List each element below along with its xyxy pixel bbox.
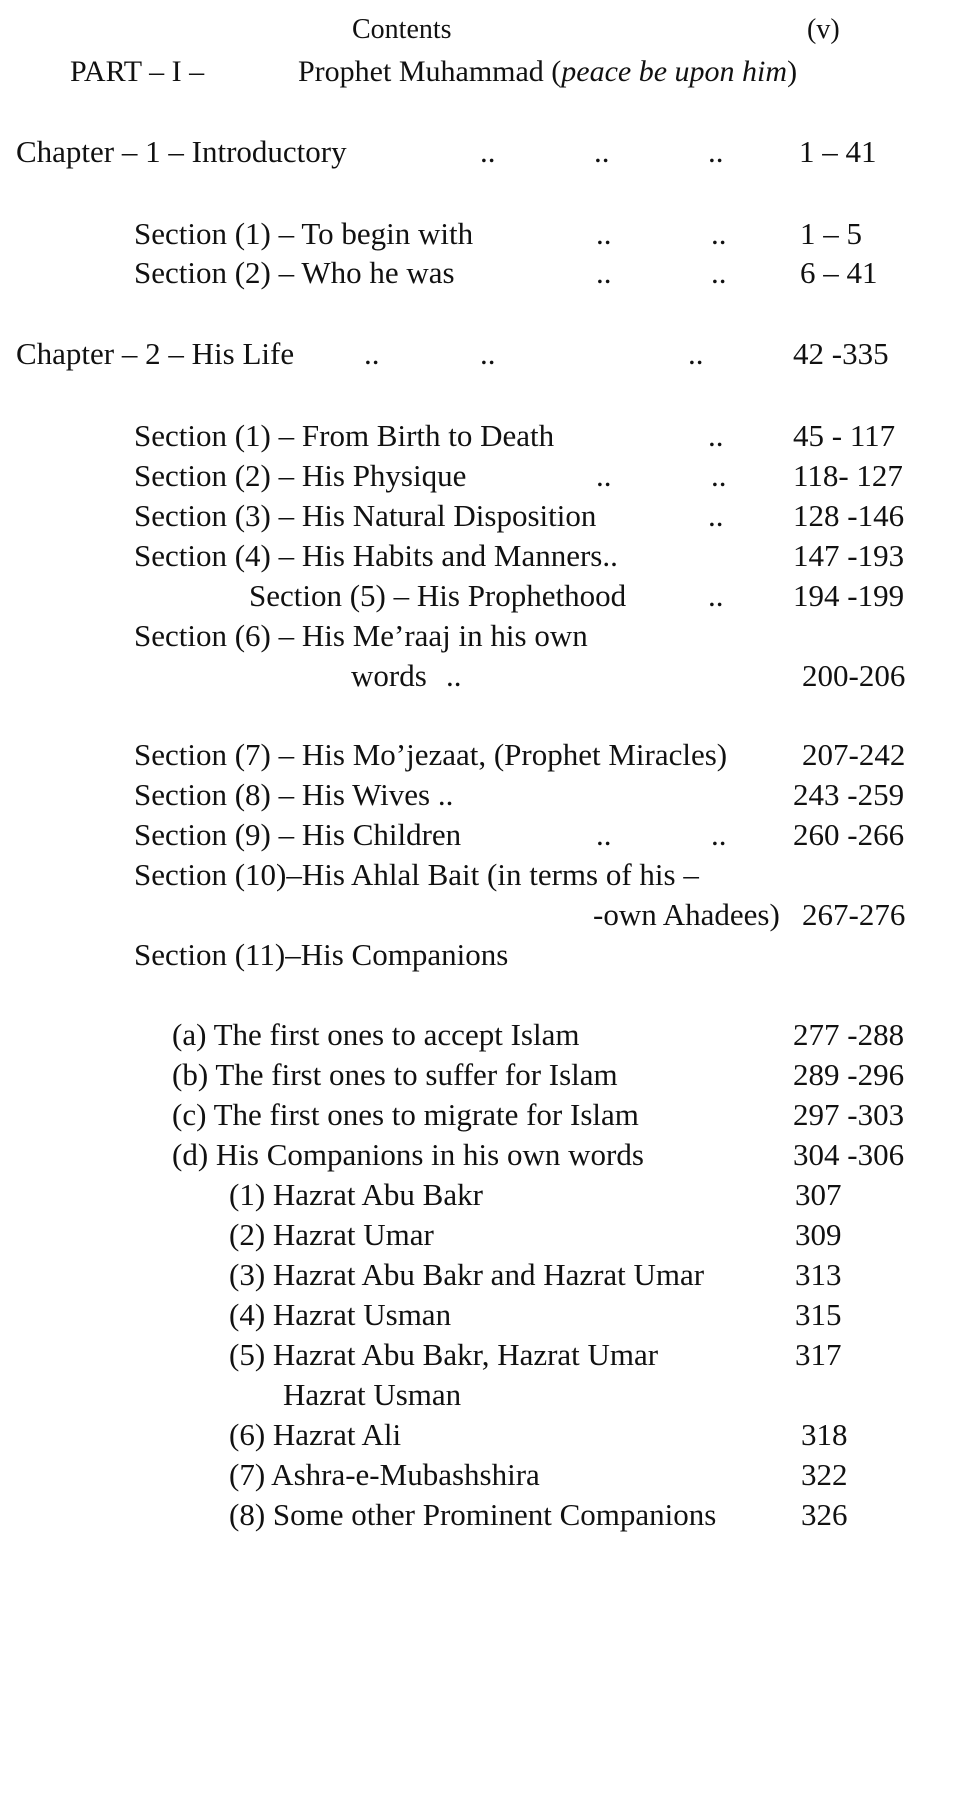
- dots: ..: [711, 216, 727, 251]
- companions-item-b-pages: 289 -296: [793, 1057, 905, 1092]
- own-words-item-2-pages: 309: [795, 1217, 842, 1252]
- own-words-item-4-title[interactable]: (4) Hazrat Usman: [229, 1297, 452, 1332]
- chapter-1-dots: ..: [594, 134, 610, 169]
- chapter-2-pages: 42 -335: [793, 336, 889, 371]
- companions-item-c-title[interactable]: (c) The first ones to migrate for Islam: [172, 1097, 639, 1132]
- own-words-item-1-title[interactable]: (1) Hazrat Abu Bakr: [229, 1177, 483, 1212]
- page-marker: (v): [807, 14, 840, 45]
- companions-item-d-title[interactable]: (d) His Companions in his own words: [172, 1137, 644, 1172]
- chapter-2-section-2-pages: 118- 127: [793, 458, 903, 493]
- chapter-2-section-1-pages: 45 - 117: [793, 418, 896, 453]
- chapter-2-section-5-pages: 194 -199: [793, 578, 905, 613]
- chapter-2-section-6-title[interactable]: Section (6) – His Me’raaj in his own: [134, 618, 588, 653]
- chapter-2-section-9-title[interactable]: Section (9) – His Children: [134, 817, 462, 852]
- part-title-italic: peace be upon him: [561, 55, 788, 88]
- dots: ..: [596, 817, 612, 852]
- chapter-2-section-10-pages: 267-276: [802, 897, 906, 932]
- own-words-item-1-pages: 307: [795, 1177, 842, 1212]
- own-words-item-6-title[interactable]: (6) Hazrat Ali: [229, 1417, 402, 1452]
- dots: ..: [708, 578, 724, 613]
- companions-item-b-title[interactable]: (b) The first ones to suffer for Islam: [172, 1057, 618, 1092]
- companions-item-a-title[interactable]: (a) The first ones to accept Islam: [172, 1017, 580, 1052]
- dots: ..: [596, 458, 612, 493]
- companions-item-c-pages: 297 -303: [793, 1097, 905, 1132]
- chapter-1-section-1-title[interactable]: Section (1) – To begin with: [134, 216, 474, 251]
- chapter-1-section-1-pages: 1 – 5: [800, 216, 862, 251]
- chapter-2-section-11-title[interactable]: Section (11)–His Companions: [134, 937, 509, 972]
- own-words-item-8-pages: 326: [801, 1497, 848, 1532]
- companions-item-a-pages: 277 -288: [793, 1017, 905, 1052]
- chapter-2-section-4-pages: 147 -193: [793, 538, 905, 573]
- chapter-2-title[interactable]: Chapter – 2 – His Life: [16, 336, 295, 371]
- own-words-item-5-pages: 317: [795, 1337, 842, 1372]
- chapter-2-dots: ..: [688, 336, 704, 371]
- chapter-2-section-3-pages: 128 -146: [793, 498, 905, 533]
- own-words-item-7-pages: 322: [801, 1457, 848, 1492]
- own-words-item-8-title[interactable]: (8) Some other Prominent Companions: [229, 1497, 717, 1532]
- chapter-2-section-6-pages: 200-206: [802, 658, 906, 693]
- chapter-2-section-10-continuation: -own Ahadees): [593, 897, 780, 932]
- own-words-item-7-title[interactable]: (7) Ashra-e-Mubashshira: [229, 1457, 540, 1492]
- own-words-item-4-pages: 315: [795, 1297, 842, 1332]
- part-title-close: ): [787, 55, 798, 88]
- chapter-2-section-9-pages: 260 -266: [793, 817, 905, 852]
- part-title-text: Prophet Muhammad (: [298, 55, 562, 88]
- chapter-2-section-6-continuation: words: [351, 658, 427, 693]
- chapter-1-pages: 1 – 41: [799, 134, 877, 169]
- chapter-2-section-10-title[interactable]: Section (10)–His Ahlal Bait (in terms of his –: [134, 857, 699, 892]
- chapter-1-dots: ..: [708, 134, 724, 169]
- chapter-2-section-7-title[interactable]: Section (7) – His Mo’jezaat, (Prophet Miracles): [134, 737, 728, 772]
- chapter-1-title[interactable]: Chapter – 1 – Introductory: [16, 134, 347, 169]
- part-title: [298, 57, 797, 87]
- dots: ..: [596, 216, 612, 251]
- chapter-2-section-8-title[interactable]: Section (8) – His Wives ..: [134, 777, 454, 812]
- own-words-item-6-pages: 318: [801, 1417, 848, 1452]
- dots: ..: [711, 255, 727, 290]
- dots: ..: [708, 418, 724, 453]
- chapter-1-section-2-title[interactable]: Section (2) – Who he was: [134, 255, 455, 290]
- chapter-2-section-5-title[interactable]: Section (5) – His Prophethood: [249, 578, 627, 613]
- chapter-2-section-8-pages: 243 -259: [793, 777, 905, 812]
- dots: ..: [711, 817, 727, 852]
- chapter-2-section-4-title[interactable]: Section (4) – His Habits and Manners..: [134, 538, 618, 573]
- dots: ..: [596, 255, 612, 290]
- own-words-item-5-title[interactable]: (5) Hazrat Abu Bakr, Hazrat Umar: [229, 1337, 659, 1372]
- companions-item-d-pages: 304 -306: [793, 1137, 905, 1172]
- dots: ..: [708, 498, 724, 533]
- own-words-item-5-continuation: Hazrat Usman: [283, 1377, 462, 1412]
- own-words-item-3-title[interactable]: (3) Hazrat Abu Bakr and Hazrat Umar: [229, 1257, 705, 1292]
- chapter-2-section-3-title[interactable]: Section (3) – His Natural Disposition: [134, 498, 597, 533]
- chapter-1-dots: ..: [480, 134, 496, 169]
- dots: ..: [446, 658, 462, 693]
- chapter-2-section-2-title[interactable]: Section (2) – His Physique: [134, 458, 467, 493]
- own-words-item-2-title[interactable]: (2) Hazrat Umar: [229, 1217, 434, 1252]
- contents-label: Contents: [352, 14, 452, 45]
- chapter-2-section-1-title[interactable]: Section (1) – From Birth to Death: [134, 418, 555, 453]
- part-label: PART – I –: [70, 55, 205, 88]
- chapter-2-dots: ..: [480, 336, 496, 371]
- own-words-item-3-pages: 313: [795, 1257, 842, 1292]
- chapter-2-section-7-pages: 207-242: [802, 737, 906, 772]
- chapter-2-dots: ..: [364, 336, 380, 371]
- dots: ..: [711, 458, 727, 493]
- chapter-1-section-2-pages: 6 – 41: [800, 255, 878, 290]
